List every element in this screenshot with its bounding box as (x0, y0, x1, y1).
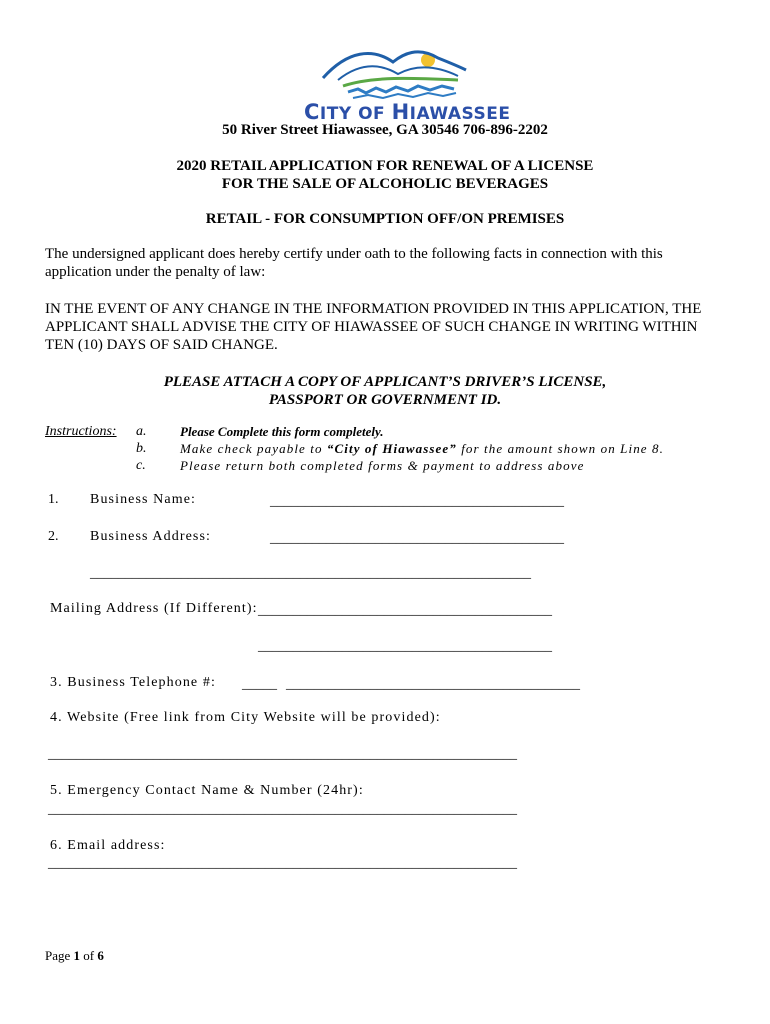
mailing-address-label: Mailing Address (If Different): (50, 601, 258, 616)
field-number-1: 1. (48, 492, 59, 507)
city-name: CITY OF HIAWASSEE (304, 100, 511, 124)
mountain-logo-graphic (318, 40, 468, 102)
form-subtitle: RETAIL - FOR CONSUMPTION OFF/ON PREMISES (205, 211, 565, 227)
instruction-marker-b: b. (136, 441, 147, 456)
instructions-label: Instructions: (45, 424, 117, 439)
field-number-2: 2. (48, 529, 59, 544)
telephone-number-field[interactable]: __________________________________________ (286, 677, 580, 692)
emergency-contact-field[interactable]: ___________________________________________________________________ (48, 802, 517, 817)
business-address-label: Business Address: (90, 529, 211, 544)
notice-line1: IN THE EVENT OF ANY CHANGE IN THE INFORMATION PROVIDED IN THIS APPLICATION, THE (45, 301, 702, 317)
city-logo (304, 40, 511, 124)
address-line: 50 River Street Hiawassee, GA 30546 706-896-2202 (222, 122, 548, 138)
form-title-line2: FOR THE SALE OF ALCOHOLIC BEVERAGES (221, 176, 549, 192)
website-label: 4. Website (Free link from City Website will be provided): (50, 710, 441, 725)
mailing-address-field[interactable]: __________________________________________ (258, 603, 552, 618)
page-number: Page 1 of 6 (45, 948, 104, 963)
telephone-area-code-field[interactable]: _____ (242, 677, 277, 692)
notice-line2: APPLICANT SHALL ADVISE THE CITY OF HIAWASSEE OF SUCH CHANGE IN WRITING WITHIN (45, 319, 698, 335)
intro-line1: The undersigned applicant does hereby certify under oath to the following facts in connection with this (45, 246, 663, 262)
instruction-marker-c: c. (136, 458, 146, 473)
instruction-a: Please Complete this form completely. (180, 424, 384, 439)
instruction-marker-a: a. (136, 424, 147, 439)
notice-line3: TEN (10) DAYS OF SAID CHANGE. (45, 337, 278, 353)
instruction-b: Make check payable to “City of Hiawassee” for the amount shown on Line 8. (180, 441, 664, 456)
email-label: 6. Email address: (50, 838, 166, 853)
business-address-field[interactable]: __________________________________________ (270, 531, 564, 546)
business-telephone-label: 3. Business Telephone #: (50, 675, 216, 690)
emergency-contact-label: 5. Emergency Contact Name & Number (24hr): (50, 783, 364, 798)
attach-id-line1: PLEASE ATTACH A COPY OF APPLICANT’S DRIVER’S LICENSE, (163, 374, 607, 390)
business-name-label: Business Name: (90, 492, 197, 507)
business-address-field-line2[interactable]: _______________________________________________________________ (90, 566, 531, 581)
instruction-c: Please return both completed forms & payment to address above (180, 458, 585, 473)
business-name-field[interactable]: __________________________________________ (270, 494, 564, 509)
form-title-line1: 2020 RETAIL APPLICATION FOR RENEWAL OF A LICENSE (176, 158, 594, 174)
email-field[interactable]: ___________________________________________________________________ (48, 856, 517, 871)
intro-line2: application under the penalty of law: (45, 264, 266, 280)
attach-id-line2: PASSPORT OR GOVERNMENT ID. (268, 392, 502, 408)
website-field[interactable]: ___________________________________________________________________ (48, 747, 517, 762)
mailing-address-field-line2[interactable]: __________________________________________ (258, 639, 552, 654)
